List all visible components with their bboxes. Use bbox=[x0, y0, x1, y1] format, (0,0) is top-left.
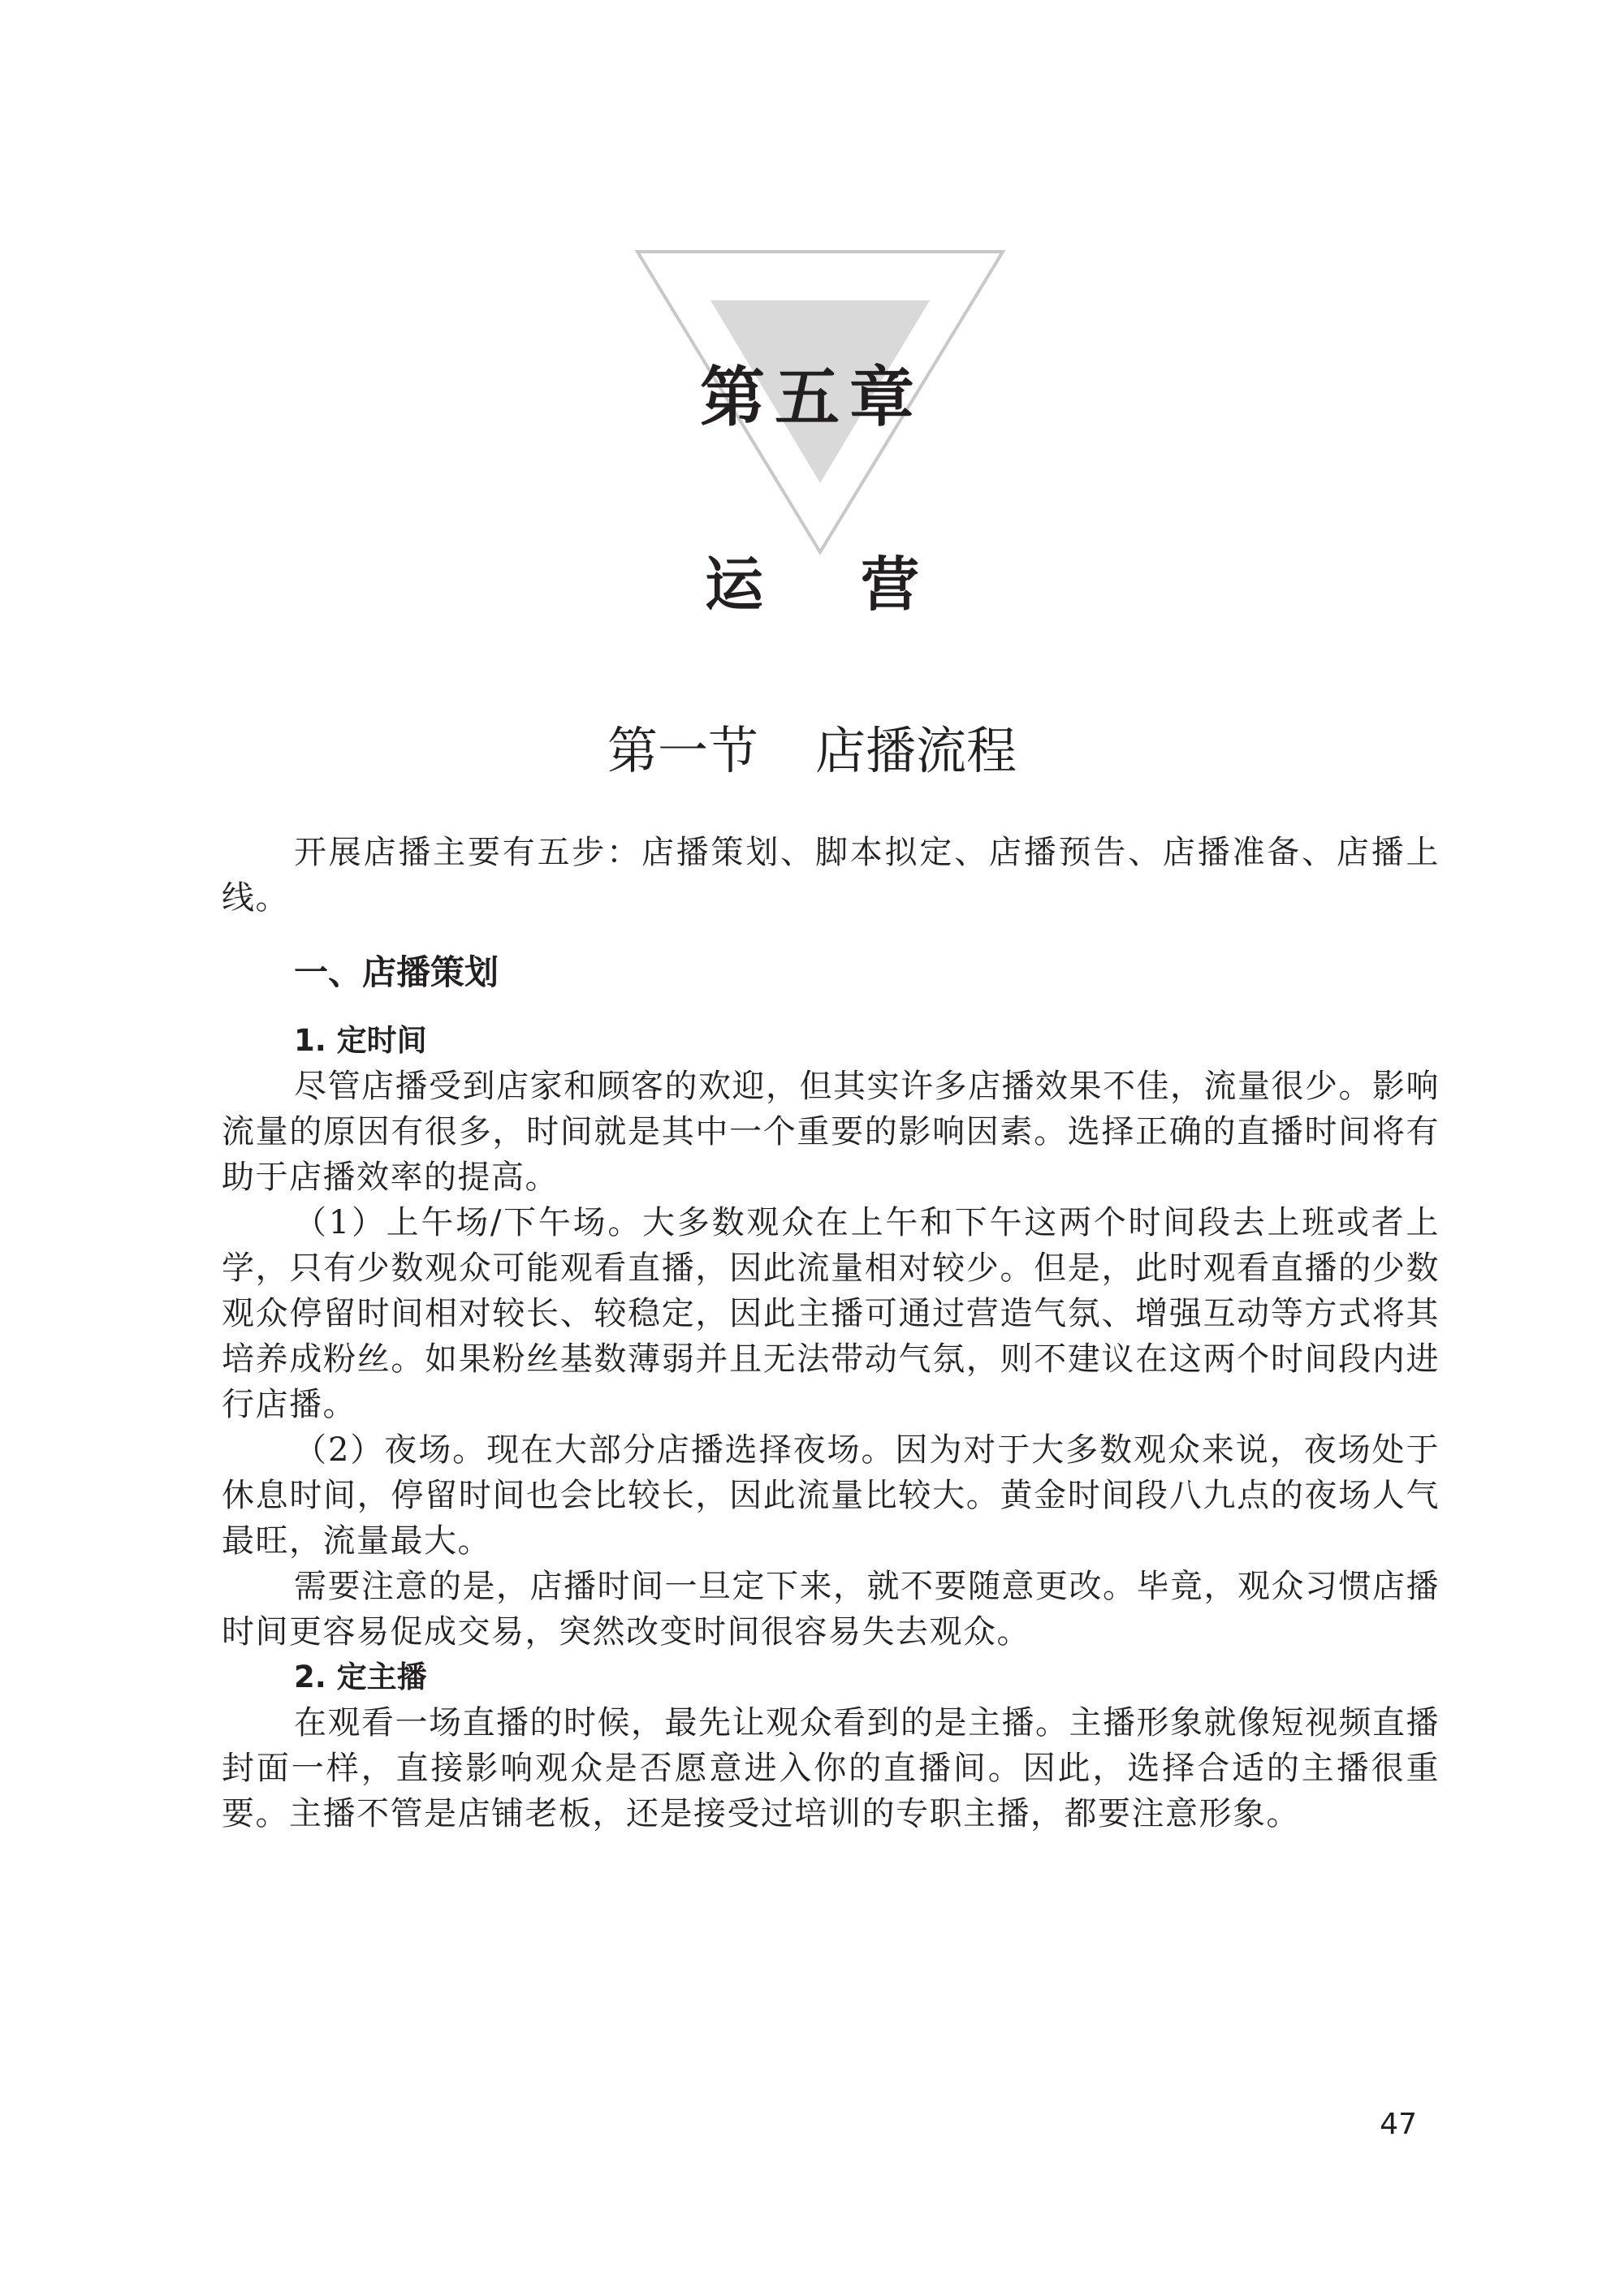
body-content bbox=[222, 830, 1440, 1837]
part-heading: 一、店播策划 bbox=[294, 952, 499, 992]
subheading-time: 1. 定时间 bbox=[294, 1023, 427, 1058]
paragraph: （1）上午场/下午场。大多数观众在上午和下午这两个时间段去上班或者上学，只有少数观众可能观看直播，因此流量相对较少。但是，此时观看直播的少数观众停留时间相对较长、较稳定，因此主播可通过营造气氛、增强互动等方式将其培养成粉丝。如果粉丝基数薄弱并且无法带动气氛，则不建议在这两个时间段内进行店播。 bbox=[222, 1204, 1440, 1423]
paragraph: 尽管店播受到店家和顾客的欢迎，但其实许多店播效果不佳，流量很少。影响流量的原因有很多，时间就是其中一个重要的影响因素。选择正确的直播时间将有助于店播效率的提高。 bbox=[222, 1068, 1440, 1196]
chapter-title: 运营 bbox=[704, 550, 1017, 619]
section-title: 店播流程 bbox=[815, 721, 1017, 780]
section-number: 第一节 bbox=[607, 721, 758, 780]
paragraph: 需要注意的是，店播时间一旦定下来，就不要随意更改。毕竟，观众习惯店播时间更容易促成交易，突然改变时间很容易失去观众。 bbox=[222, 1568, 1440, 1651]
paragraph: 在观看一场直播的时候，最先让观众看到的是主播。主播形象就像短视频直播封面一样，直接影响观众是否愿意进入你的直播间。因此，选择合适的主播很重要。主播不管是店铺老板，还是接受过培训的专职主播，都要注意形象。 bbox=[222, 1704, 1440, 1832]
subheading-host: 2. 定主播 bbox=[294, 1660, 427, 1694]
page-number: 47 bbox=[1380, 2108, 1417, 2141]
chapter-number: 第五章 bbox=[700, 360, 924, 435]
section-heading bbox=[0, 714, 1624, 788]
intro-paragraph: 开展店播主要有五步：店播策划、脚本拟定、店播预告、店播准备、店播上线。 bbox=[222, 834, 1440, 917]
paragraph: （2）夜场。现在大部分店播选择夜场。因为对于大多数观众来说，夜场处于休息时间，停留时间也会比较长，因此流量比较大。黄金时间段八九点的夜场人气最旺，流量最大。 bbox=[222, 1431, 1440, 1560]
